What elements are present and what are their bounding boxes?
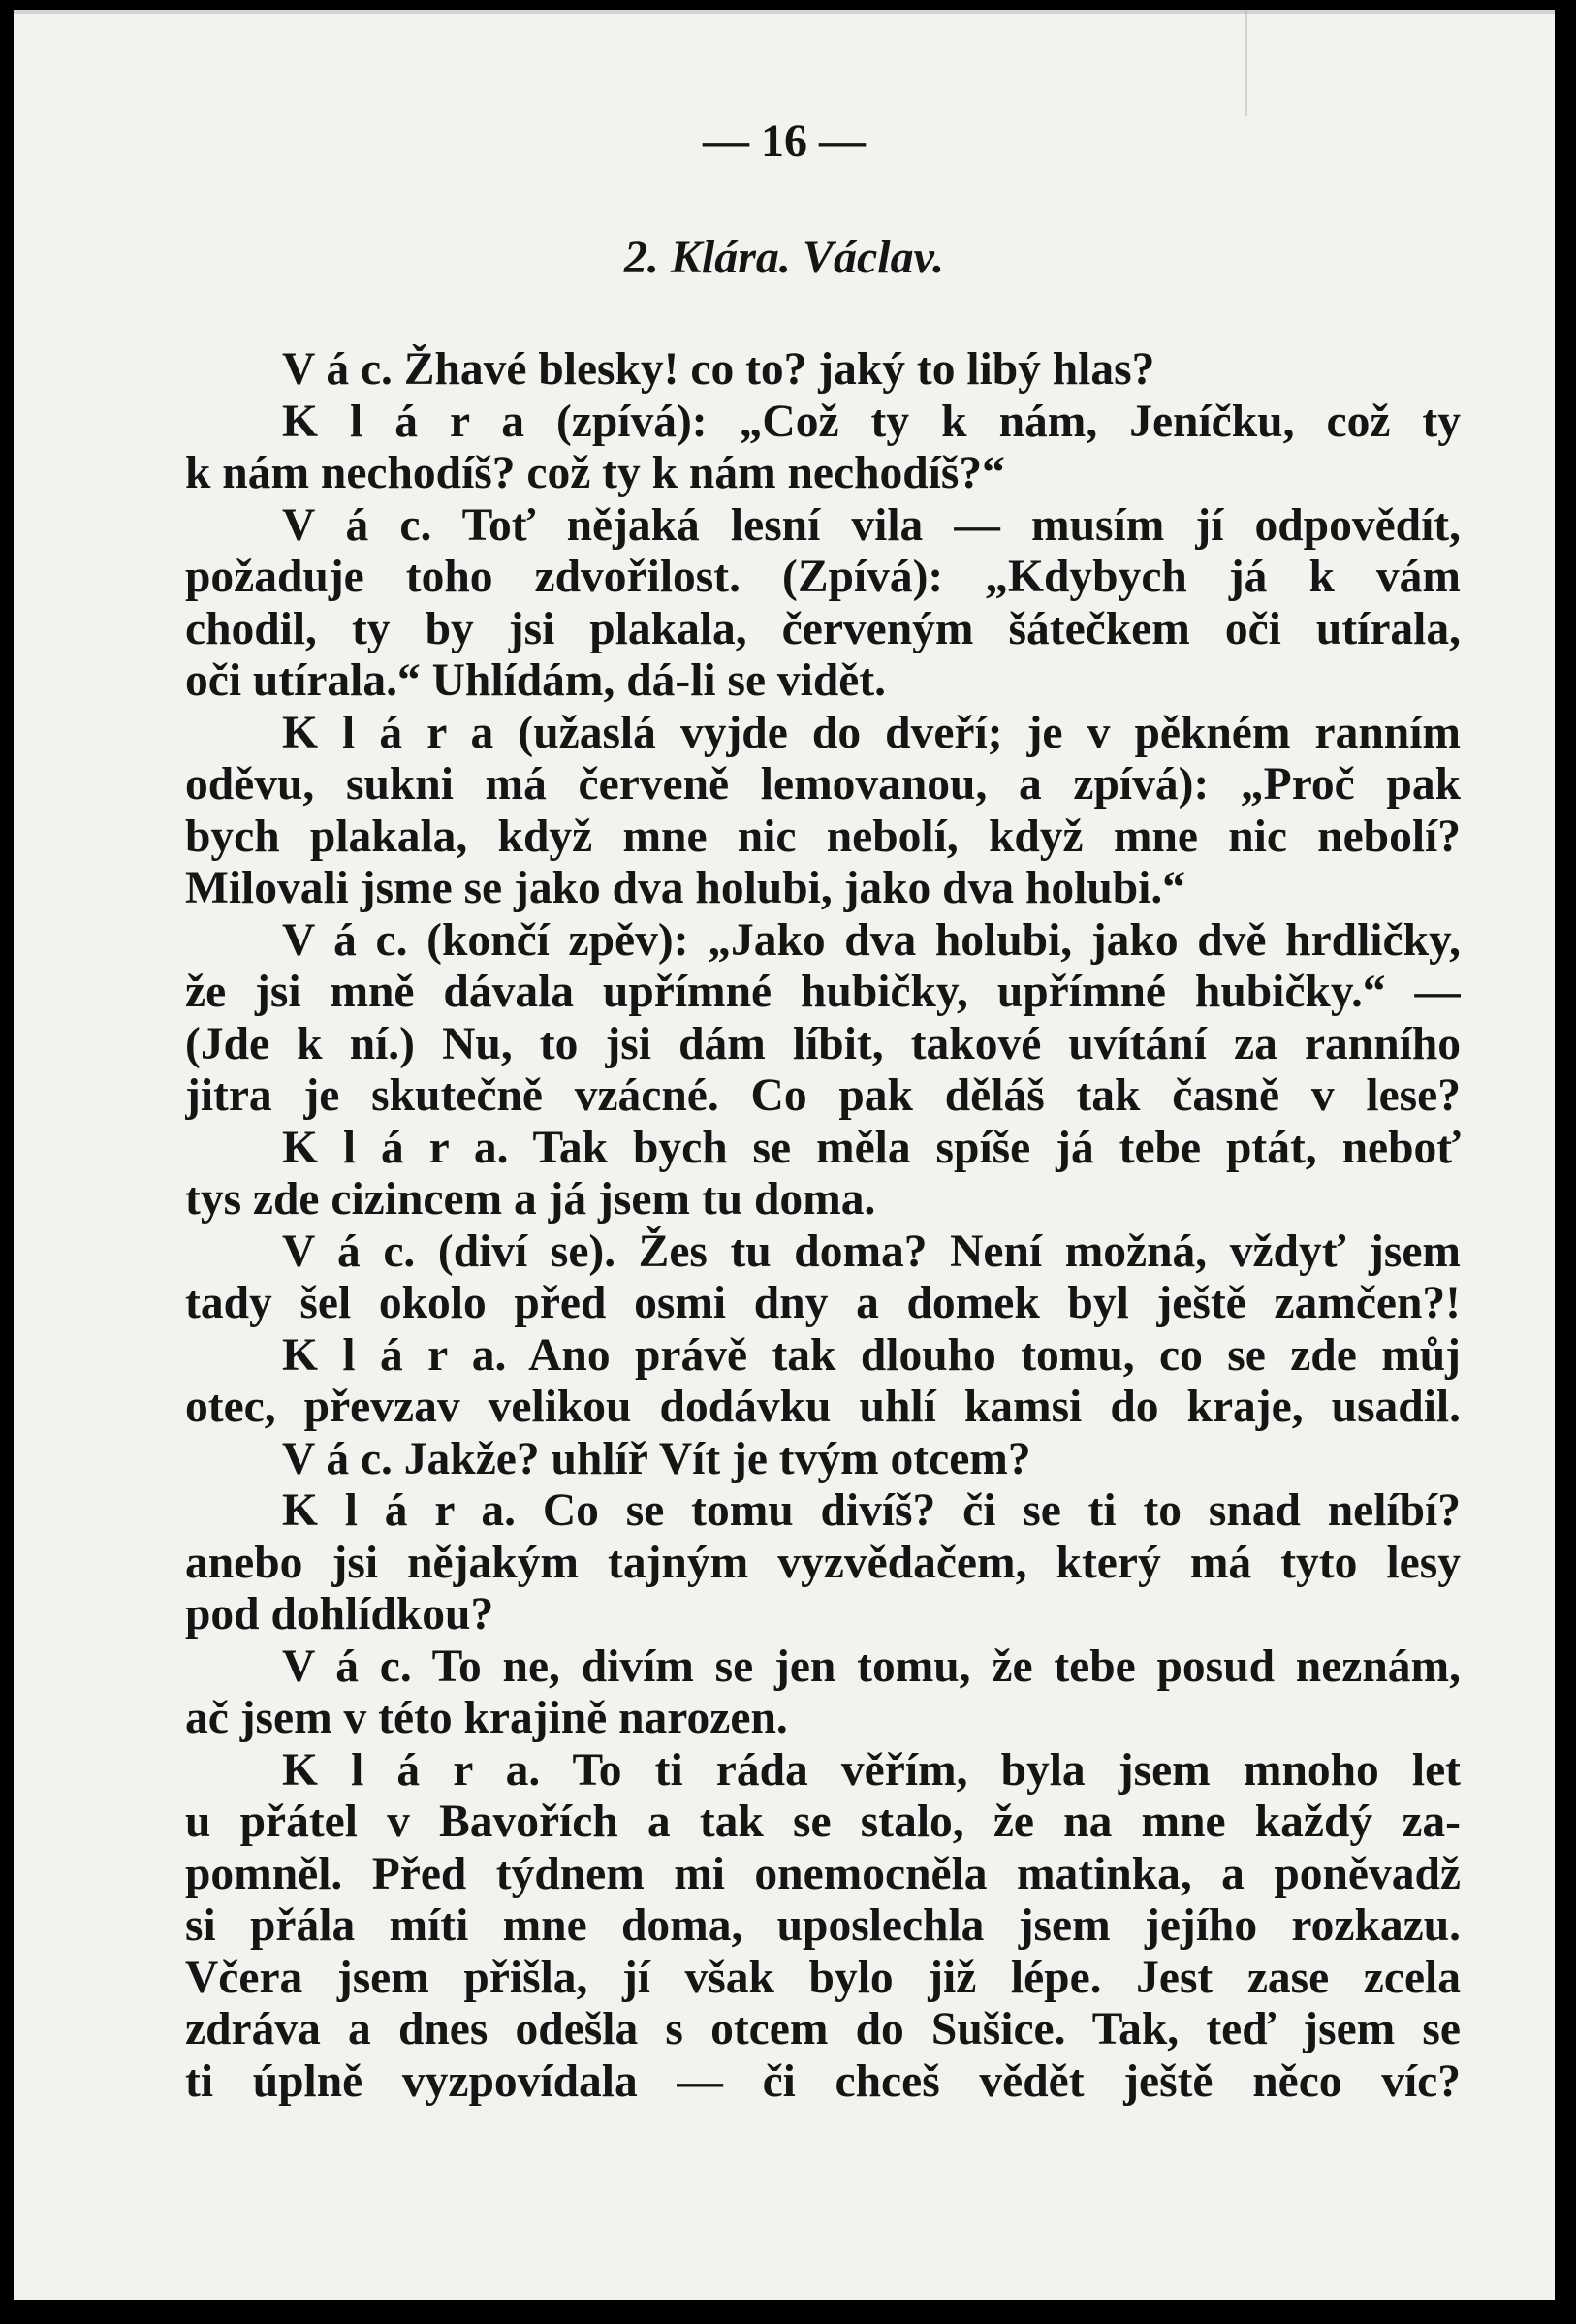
text-line: tys zde cizincem a já jsem tu doma.	[185, 1174, 876, 1225]
book-page	[14, 10, 1555, 2300]
body-text	[185, 344, 1461, 2108]
text-line: K l á r a. To ti ráda věřím, byla jsem mnoho let	[282, 1744, 1461, 1796]
text-line: otec, převzav velikou dodávku uhlí kamsi do kraje, usadil.	[185, 1382, 1461, 1432]
text-line: K l á r a. Co se tomu divíš? či se ti to snad nelíbí?	[282, 1485, 1461, 1536]
text-line: V á c. Toť nějaká lesní vila — musím jí odpovědít,	[282, 499, 1461, 551]
text-line: pomněl. Před týdnem mi onemocněla matinka, a poněvadž	[185, 1848, 1461, 1899]
text-line: ač jsem v této krajině narozen.	[185, 1693, 788, 1743]
scene-title: 2. Klára. Václav.	[623, 232, 945, 283]
text-line: chodil, ty by jsi plakala, červeným šátečkem oči utírala,	[185, 603, 1461, 654]
page-number: — 16 —	[703, 115, 866, 167]
text-line: V á c. To ne, divím se jen tomu, že tebe posud neznám,	[282, 1640, 1461, 1692]
text-line: požaduje toho zdvořilost. (Zpívá): „Kdybych já k vám	[185, 552, 1461, 602]
text-line: ti úplně vyzpovídala — či chceš vědět ještě něco víc?	[185, 2055, 1461, 2107]
text-line: pod dohlídkou?	[185, 1589, 494, 1640]
text-line: Milovali jsme se jako dva holubi, jako dva holubi.“	[185, 863, 1185, 913]
text-line: si přála míti mne doma, uposlechla jsem jejího rozkazu.	[185, 1900, 1461, 1951]
scan-edge-mark	[14, 10, 1555, 14]
text-line: Včera jsem přišla, jí však bylo již lépe. Jest zase zcela	[185, 1952, 1461, 2003]
text-line: V á c. (končí zpěv): „Jako dva holubi, jako dvě hrdličky,	[282, 914, 1461, 966]
text-line: u přátel v Bavořích a tak se stalo, že na mne každý za-	[185, 1797, 1461, 1847]
text-line: oči utírala.“ Uhlídám, dá-li se vidět.	[185, 655, 887, 706]
text-line: K l á r a (zpívá): „Což ty k nám, Jeníčku, což ty	[282, 396, 1461, 447]
text-line: K l á r a. Ano právě tak dlouho tomu, co se zde můj	[282, 1329, 1461, 1381]
text-line: k nám nechodíš? což ty k nám nechodíš?“	[185, 448, 1005, 498]
text-line: bych plakala, když mne nic nebolí, když mne nic nebolí?	[185, 811, 1461, 862]
text-line: oděvu, sukni má červeně lemovanou, a zpívá): „Proč pak	[185, 759, 1461, 810]
text-line: tady šel okolo před osmi dny a domek byl ještě zamčen?!	[185, 1278, 1461, 1328]
text-line: V á c. Jakže? uhlíř Vít je tvým otcem?	[282, 1433, 1031, 1484]
text-line: (Jde k ní.) Nu, to jsi dám líbit, takové uvítání za ranního	[185, 1018, 1461, 1069]
text-line: zdráva a dnes odešla s otcem do Sušice. Tak, teď jsem se	[185, 2004, 1461, 2054]
text-line: že jsi mně dávala upřímné hubičky, upřímné hubičky.“ —	[185, 967, 1461, 1017]
text-line: K l á r a (užaslá vyjde do dveří; je v pěkném ranním	[282, 707, 1461, 758]
text-line: V á c. Žhavé blesky! co to? jaký to libý hlas?	[282, 344, 1155, 395]
text-line: K l á r a. Tak bych se měla spíše já tebe ptát, neboť	[282, 1122, 1461, 1173]
text-line: V á c. (diví se). Žes tu doma? Není možná, vždyť jsem	[282, 1226, 1461, 1277]
text-line: anebo jsi nějakým tajným vyzvědačem, který má tyto lesy	[185, 1537, 1461, 1588]
scan-edge-mark	[1245, 10, 1247, 116]
text-line: jitra je skutečně vzácné. Co pak děláš tak časně v lese?	[185, 1070, 1461, 1121]
